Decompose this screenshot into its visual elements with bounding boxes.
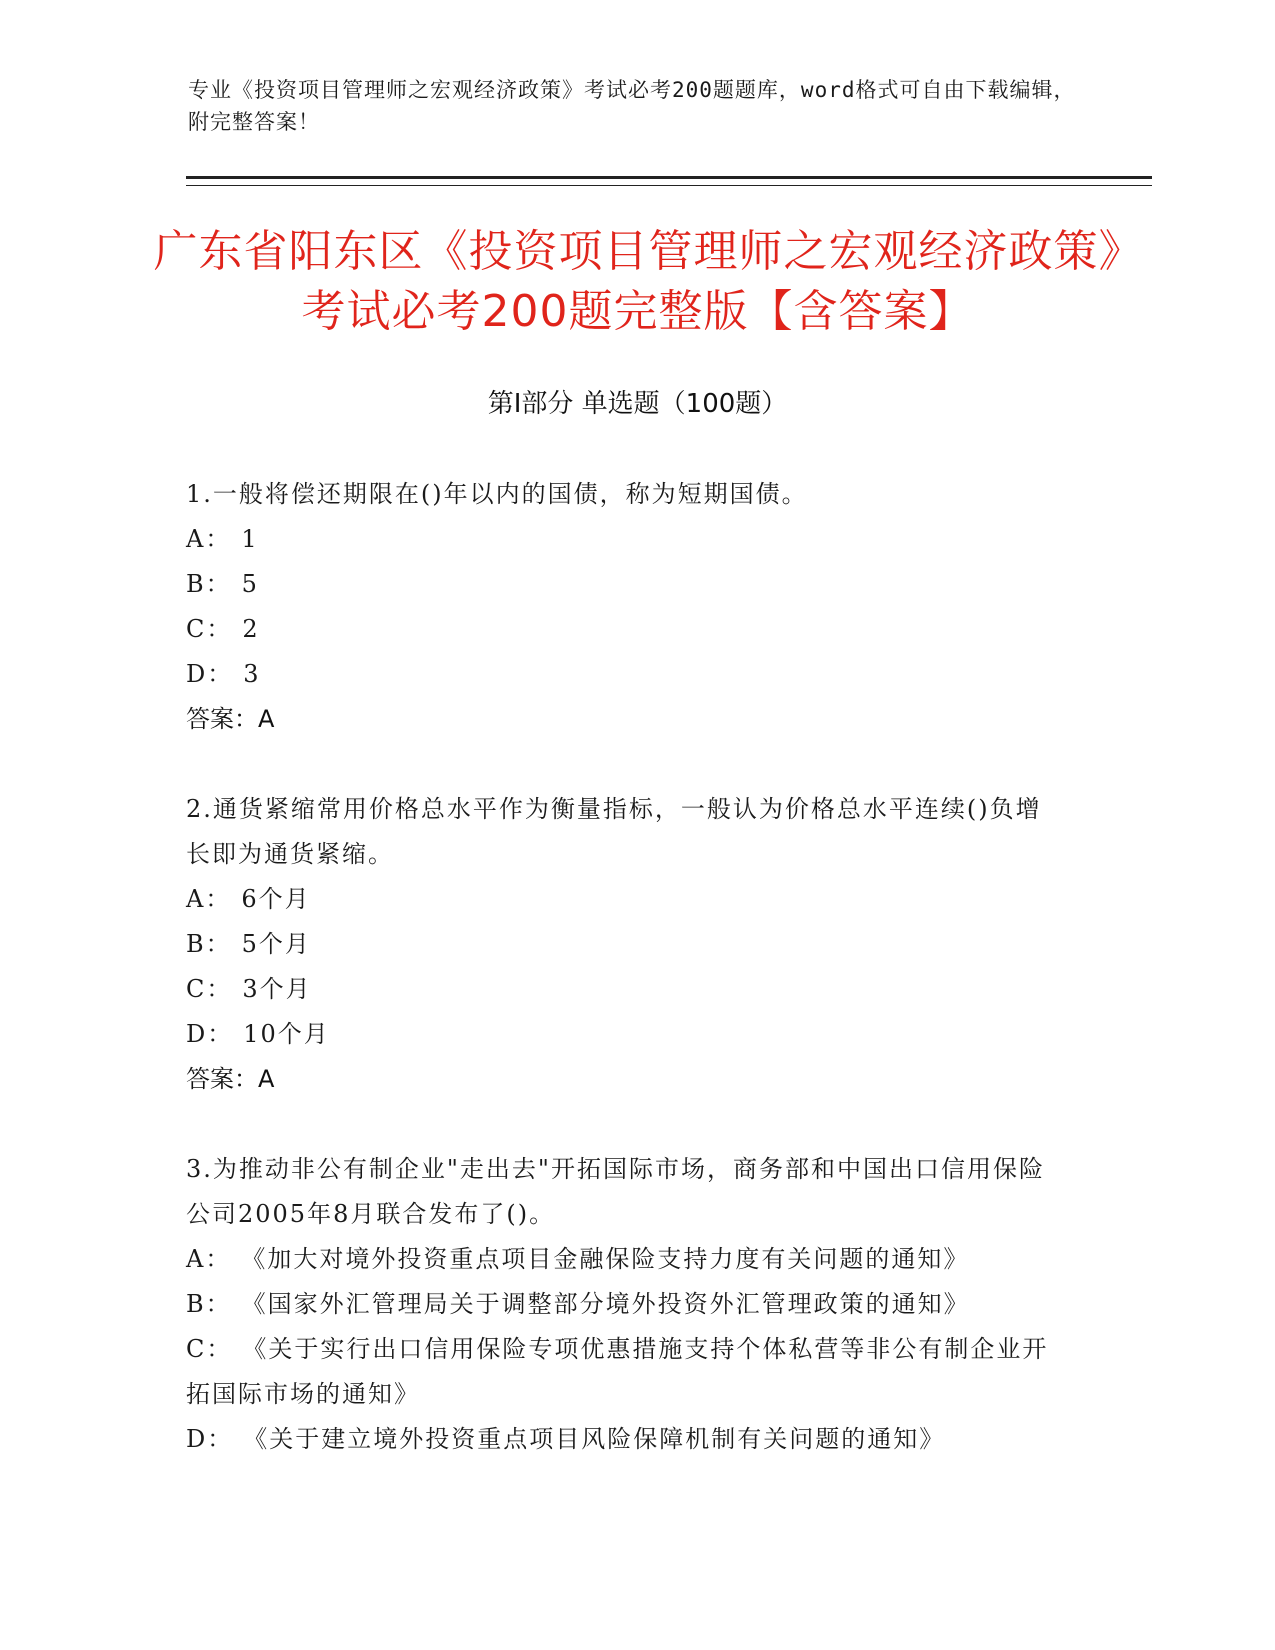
- option-b: [186, 922, 1066, 967]
- question-stem: 3.为推动非公有制企业"走出去"开拓国际市场，商务部和中国出口信用保险公司2005年8月联合发布了()。: [186, 1155, 1045, 1228]
- option-key: C: [186, 1335, 207, 1363]
- header-rule-thin: [186, 185, 1152, 186]
- option-text: 10个月: [243, 1020, 330, 1048]
- option-separator: ：: [206, 615, 233, 643]
- section-title: 第Ⅰ部分 单选题（100题）: [487, 389, 788, 419]
- option-text: 5: [241, 570, 259, 598]
- option-key: B: [186, 570, 206, 598]
- option-key: D: [186, 1020, 208, 1048]
- option-b: [186, 1282, 1066, 1327]
- answer-line: [186, 697, 1066, 742]
- answer-value: A: [258, 1065, 275, 1093]
- option-separator: ：: [207, 660, 234, 688]
- option-d: [186, 652, 1066, 697]
- answer-value: A: [258, 705, 275, 733]
- option-a: [186, 877, 1066, 922]
- answer-label: 答案：: [186, 705, 258, 733]
- option-a: [186, 517, 1066, 562]
- option-text: 1: [241, 525, 259, 553]
- header-note: 专业《投资项目管理师之宏观经济政策》考试必考200题题库，word格式可自由下载编辑，附完整答案！: [188, 78, 1076, 134]
- option-key: A: [186, 1245, 206, 1273]
- option-c: [186, 967, 1066, 1012]
- option-key: A: [186, 885, 206, 913]
- option-key: C: [186, 615, 207, 643]
- option-b: [186, 562, 1066, 607]
- option-separator: ：: [205, 1290, 232, 1318]
- question-2: [186, 787, 1066, 1102]
- document-title: 广东省阳东区《投资项目管理师之宏观经济政策》考试必考200题完整版【含答案】: [153, 226, 1122, 337]
- option-separator: ：: [205, 885, 232, 913]
- option-key: B: [186, 930, 206, 958]
- option-key: D: [186, 1425, 208, 1453]
- option-c: [186, 1327, 1066, 1417]
- option-separator: ：: [206, 975, 233, 1003]
- option-separator: ：: [206, 1335, 233, 1363]
- question-stem: 1.一般将偿还期限在()年以内的国债，称为短期国债。: [186, 480, 808, 508]
- option-d: [186, 1012, 1066, 1057]
- question-3: [186, 1147, 1066, 1462]
- question-1: [186, 472, 1066, 742]
- option-separator: ：: [207, 1020, 234, 1048]
- option-text: 6个月: [241, 885, 311, 913]
- option-c: [186, 607, 1066, 652]
- option-key: D: [186, 660, 208, 688]
- option-text: 《关于建立境外投资重点项目风险保障机制有关问题的通知》: [243, 1425, 946, 1453]
- question-list: [186, 472, 1066, 1507]
- question-stem: 2.通货紧缩常用价格总水平作为衡量指标，一般认为价格总水平连续()负增长即为通货紧缩。: [186, 795, 1042, 868]
- option-key: C: [186, 975, 207, 1003]
- option-key: A: [186, 525, 206, 553]
- option-text: 3: [243, 660, 261, 688]
- option-separator: ：: [205, 570, 232, 598]
- option-separator: ：: [205, 930, 232, 958]
- option-separator: ：: [205, 1245, 232, 1273]
- option-text: 5个月: [241, 930, 311, 958]
- option-a: [186, 1237, 1066, 1282]
- option-text: 《国家外汇管理局关于调整部分境外投资外汇管理政策的通知》: [241, 1290, 970, 1318]
- option-text: 3个月: [242, 975, 312, 1003]
- option-d: [186, 1417, 1066, 1462]
- option-separator: ：: [205, 525, 232, 553]
- answer-line: [186, 1057, 1066, 1102]
- option-text: 《关于实行出口信用保险专项优惠措施支持个体私营等非公有制企业开拓国际市场的通知》: [186, 1335, 1049, 1408]
- option-text: 《加大对境外投资重点项目金融保险支持力度有关问题的通知》: [241, 1245, 970, 1273]
- header-rule-thick: [186, 176, 1152, 179]
- option-text: 2: [242, 615, 260, 643]
- answer-label: 答案：: [186, 1065, 258, 1093]
- option-key: B: [186, 1290, 206, 1318]
- option-separator: ：: [207, 1425, 234, 1453]
